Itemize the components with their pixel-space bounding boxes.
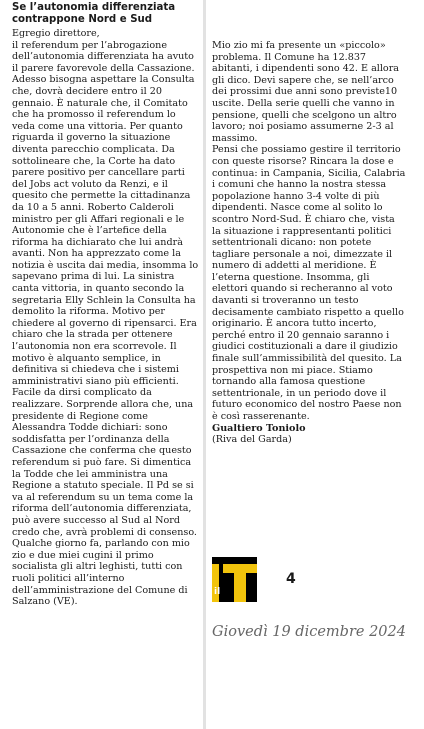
letter-salutation: Egregio direttore, <box>12 28 100 39</box>
newspaper-logo-icon <box>212 557 257 602</box>
signature-location: (Riva del Garda) <box>212 434 292 446</box>
issue-date: Giovedì 19 dicembre 2024 <box>212 624 406 640</box>
letter-paragraph: Facile da dirsi complicato da realizzare. Sorprende allora che, una presidente di Regione come Alessandra Todde dichiari: sono soddisfatta per l’ordinanza della Cassazione che conferma che questo referendum si può fare. Si dimentica la Todde che lei amministra una Regione a statuto speciale. Il Pd se si va al referendum su un tema come la riforma dell’autonomia differenziata, può avere successo al Sud al Nord credo che, avrà problemi di consenso. Qualche giorno fa, parlando con mio zio e due miei cugini il primo socialista gli altri leghisti, tutti con ruoli politici all’interno dell’amministrazione del Comune di Salzano (VE). <box>12 387 197 608</box>
column-divider <box>203 0 206 729</box>
letter-paragraph: Pensi che possiamo gestire il territorio con queste risorse? Rincara la dose e continua: in Campania, Sicilia, Calabria i comuni che hanno la nostra stessa popolazione hanno 3-4 volte di più dipendenti. Nasce come al solito lo scontro Nord-Sud. È chiaro che, vista la situazione i rappresentanti politici settentrionali dicano: non potete tagliare personale a noi, dimezzate il numero di addetti al meridione. È l’eterna questione. Insomma, gli elettori quando si recheranno al voto davanti si troveranno un testo decisamente cambiato rispetto a quello originario. È ancora tutto incerto, perché entro il 20 gennaio saranno i giudici costituzionali a dare il giudizio finale sull’ammissibilità del quesito. La prospettiva non mi piace. Stiamo tornando alla famosa questione settentrionale, in un periodo dove il futuro economico del nostro Paese non è così rasserenante. <box>212 144 406 422</box>
letter-paragraph: Adesso bisogna aspettare la Consulta che, dovrà decidere entro il 20 gennaio. È naturale che, il Comitato che ha promosso il referendum lo veda come una vittoria. Per quanto riguarda il governo la situazione diventa parecchio complicata. Da sottolineare che, la Corte ha dato parere positivo per cancellare parti del Jobs act voluto da Renzi, e il quesito che permette la cittadinanza da 10 a 5 anni. Roberto Calderoli ministro per gli Affari regionali e le Autonomie che è l’artefice della riforma ha dichiarato che lui andrà avanti. Non ha apprezzato come la notizia è uscita dai media, insomma lo sapevano prima di lui. La sinistra canta vittoria, in quanto secondo la segretaria Elly Schlein la Consulta ha demolito la riforma. Motivo per chiedere al governo di ripensarci. Era chiaro che la strada per ottenere l’autonomia non era scorrevole. Il motivo è alquanto semplice, in definitiva si chiedeva che i sistemi amministrativi siano più efficienti. <box>12 74 199 387</box>
logo-text: il <box>214 587 221 597</box>
letter-paragraph: il referendum per l’abrogazione dell’autonomia differenziata ha avuto il parere favorevole della Cassazione. <box>12 39 195 74</box>
page-number: 4 <box>286 571 296 587</box>
letter-headline: Se l’autonomia differenziata contrappone Nord e Sud <box>12 2 176 25</box>
letter-body <box>12 28 201 608</box>
letter-body-continued <box>212 40 406 446</box>
letter-column-left <box>12 2 201 724</box>
letter-paragraph: Mio zio mi fa presente un «piccolo» problema. Il Comune ha 12.837 abitanti, i dipendenti sono 42. E allora gli dico. Devi sapere che, se nell’arco dei prossimi due anni sono previste10 uscite. Della serie quelli che vanno in pensione, quelli che scelgono un altro lavoro; noi posiamo assumerne 2-3 al massimo. <box>212 40 400 144</box>
signature-name: Gualtiero Toniolo <box>212 422 306 434</box>
letter-column-right <box>212 40 406 550</box>
